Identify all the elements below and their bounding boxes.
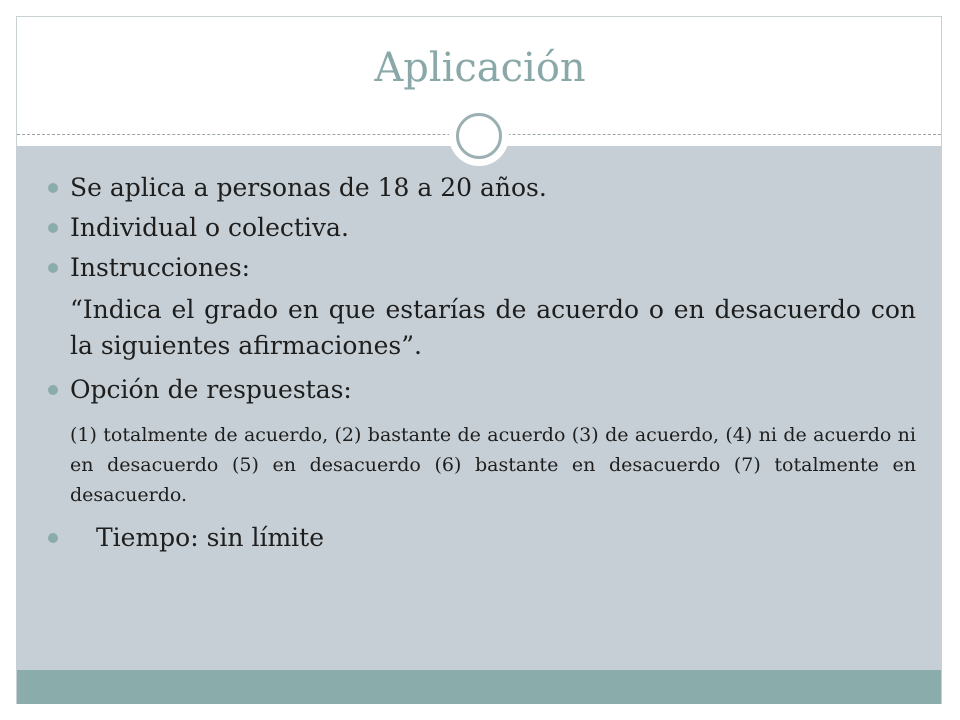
bullet-text: Opción de respuestas: — [70, 375, 352, 404]
bullet-item-instructions — [48, 248, 916, 288]
bullet-item-age — [48, 168, 916, 208]
bullet-list — [48, 168, 916, 558]
bullet-dot-icon — [48, 223, 58, 233]
bullet-text: Individual o colectiva. — [70, 213, 349, 242]
bullet-dot-icon — [48, 263, 58, 273]
bullet-text: Instrucciones: — [70, 253, 251, 282]
slide-title: Aplicación — [374, 45, 586, 91]
response-options-text: (1) totalmente de acuerdo, (2) bastante de acuerdo (3) de acuerdo, (4) ni de acuerdo ni en desacuerdo (5) en desacuerdo (6) bastante en desacuerdo (7) totalmente en desacuerdo. — [70, 424, 916, 506]
bullet-item-mode — [48, 208, 916, 248]
bullet-dot-icon — [48, 385, 58, 395]
bullet-item-response-options — [48, 370, 916, 410]
footer-band — [17, 670, 941, 704]
bullet-dot-icon — [48, 183, 58, 193]
bullet-item-time — [48, 518, 916, 558]
bullet-text: Tiempo: sin límite — [96, 523, 325, 552]
bullet-text: Se aplica a personas de 18 a 20 años. — [70, 173, 547, 202]
bullet-dot-icon — [48, 533, 58, 543]
instructions-quote: “Indica el grado en que estarías de acuerdo o en desacuerdo con la siguientes afirmaciones”. — [70, 295, 916, 360]
ring-icon — [456, 113, 502, 159]
